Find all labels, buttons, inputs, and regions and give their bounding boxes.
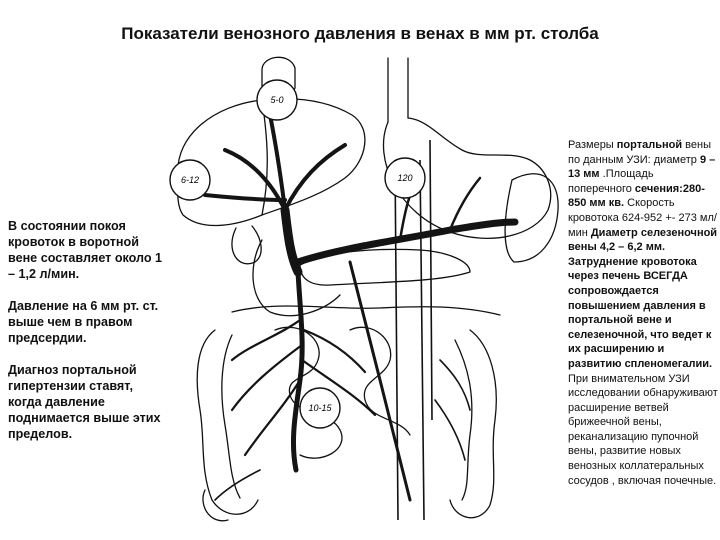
ultrasound-text-9: При внимательном УЗИ исследовании обнаруживают расширение ветвей брижеечной вены, реканализацию пупочной вены, развитие новых венозных коллатеральных сосудов , включая почечные. bbox=[568, 372, 718, 487]
gallbladder bbox=[232, 226, 261, 264]
left-notes bbox=[8, 218, 164, 458]
splenic-vein bbox=[298, 222, 515, 262]
pressure-label-portal: 10-15 bbox=[308, 403, 332, 413]
inferior-vena-cava bbox=[395, 160, 424, 520]
note-hypertension-diagnosis: Диагноз портальной гипертензии ставят, когда давление поднимается выше этих пределов. bbox=[8, 363, 161, 441]
ultrasound-text-7: Скорость кровотока 624-952 +- 273 мл/мин bbox=[568, 197, 717, 239]
page-title: Показатели венозного давления в венах в мм рт. столба bbox=[121, 24, 599, 43]
ultrasound-text-5: .Площадь поперечного bbox=[568, 168, 654, 195]
aorta bbox=[430, 140, 432, 420]
inferior-mesenteric-vein bbox=[350, 262, 410, 500]
ultrasound-text-1: Размеры bbox=[568, 139, 617, 151]
ultrasound-text-6: сечения:280-850 мм кв. bbox=[568, 182, 705, 210]
right-notes bbox=[568, 138, 718, 488]
pressure-badge-liver bbox=[170, 160, 210, 200]
hepatic-branches bbox=[205, 115, 345, 210]
pressure-badge-heart bbox=[257, 80, 297, 120]
pressure-label-liver: 6-12 bbox=[180, 175, 200, 185]
pressure-badge-portal bbox=[300, 388, 340, 428]
descending-colon-inner bbox=[455, 340, 472, 500]
superior-mesenteric-vein bbox=[293, 272, 302, 470]
note-pressure-difference: Давление на 6 мм рт. ст. выше чем в правом предсердии. bbox=[8, 299, 159, 345]
ultrasound-text-2: портальной bbox=[616, 139, 683, 151]
pressure-badge-ivc bbox=[385, 158, 425, 198]
descending-colon bbox=[450, 330, 496, 518]
ultrasound-text-3: вены по данным УЗИ: диаметр bbox=[568, 139, 711, 166]
ultrasound-text-4: 9 – 13 мм bbox=[568, 153, 716, 181]
ascending-colon-inner bbox=[222, 335, 240, 498]
pressure-label-heart: 5-0 bbox=[270, 95, 284, 105]
pressure-label-ivc: 120 bbox=[397, 173, 413, 183]
ultrasound-text-8: Диаметр селезеночной вены 4,2 – 6,2 мм. Затруднение кровотока через печень ВСЕГДА сопровождается повышением давления в портальной вене и селезеночной, что ведет к их расширению и развитию спленомегалии. bbox=[568, 226, 718, 370]
ascending-colon bbox=[197, 330, 258, 514]
esophagus bbox=[388, 58, 408, 122]
transverse-colon bbox=[232, 306, 500, 315]
note-portal-flow: В состоянии покоя кровоток в воротной вене составляет около 1 – 1,2 л/мин. bbox=[8, 219, 163, 281]
